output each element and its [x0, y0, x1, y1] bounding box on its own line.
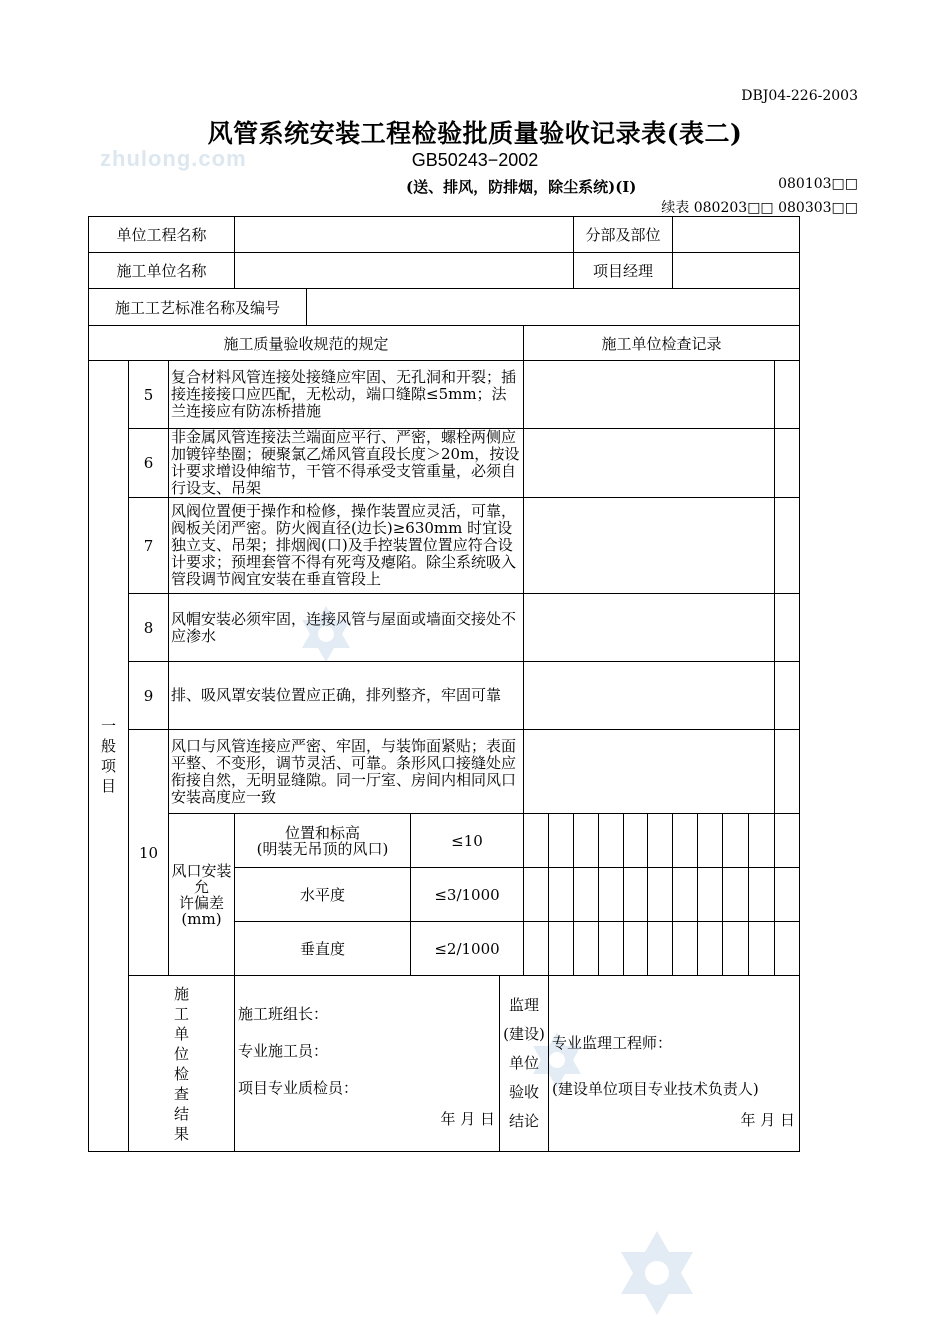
record-cell[interactable]	[524, 662, 775, 730]
worker-label: 专业施工员：	[238, 1042, 329, 1060]
record-cell[interactable]	[775, 730, 800, 814]
item-requirement: 风阀位置便于操作和检修，操作装置应灵活，可靠，阀板关闭严密。防火阀直径(边长)≥630mm 时宜设独立支、吊架；排烟阀(口)及手控装置位置应符合设计要求；预埋套管不得有死弯及瘪陷。除尘系统吸入管段调节阀宜安装在垂直管段上	[169, 498, 524, 594]
watermark: zhulong.com	[100, 146, 247, 171]
contractor-signature-block[interactable]	[235, 976, 500, 1152]
measure-cell[interactable]	[749, 922, 775, 976]
record-cell[interactable]	[524, 730, 775, 814]
unit-project-field[interactable]	[235, 217, 574, 253]
supervisor-date: 年 月 日	[740, 1111, 795, 1129]
form-code-1: 080103□□	[778, 176, 858, 192]
item-requirement: 排、吸风罩安装位置应正确，排列整齐，牢固可靠	[169, 662, 524, 730]
general-items-label: 一 般 项 目	[89, 361, 129, 1152]
supervisor-signature-block[interactable]	[549, 976, 800, 1152]
item-requirement: 风帽安装必须牢固，连接风管与屋面或墙面交接处不应渗水	[169, 594, 524, 662]
form-code-2: 续表 080203□□ 080303□□	[661, 200, 858, 216]
measure-cell[interactable]	[698, 814, 723, 868]
measure-cell[interactable]	[775, 922, 800, 976]
item-number: 7	[129, 498, 169, 594]
measure-cell[interactable]	[574, 868, 599, 922]
spec-column-header: 施工质量验收规范的规定	[89, 326, 524, 361]
measure-cell[interactable]	[723, 814, 749, 868]
table-row	[89, 498, 800, 594]
contractor-label: 施工单位名称	[89, 253, 235, 289]
item-requirement: 复合材料风管连接处接缝应牢固、无孔洞和开裂；插接连接接口应匹配，无松动，端口缝隙≤5mm；法兰连接应有防冻桥措施	[169, 361, 524, 429]
contractor-field[interactable]	[235, 253, 574, 289]
standard-code: GB50243−2002	[411, 150, 539, 170]
process-standard-field[interactable]	[307, 289, 800, 326]
team-leader-label: 施工班组长：	[238, 1005, 329, 1023]
signature-row	[89, 976, 800, 1152]
measure-cell[interactable]	[673, 868, 698, 922]
deviation-name: 垂直度	[235, 922, 411, 976]
measure-cell[interactable]	[624, 814, 648, 868]
manager-label: 项目经理	[574, 253, 673, 289]
record-cell[interactable]	[775, 498, 800, 594]
contractor-result-label: 施 工 单 位 检 查 结 果	[129, 976, 235, 1152]
item-number: 9	[129, 662, 169, 730]
measure-cell[interactable]	[775, 868, 800, 922]
inspection-table	[88, 216, 800, 1152]
measure-cell[interactable]	[549, 922, 574, 976]
table-row	[89, 730, 800, 814]
table-row	[89, 662, 800, 730]
inspector-label: 项目专业质检员：	[238, 1079, 359, 1097]
measure-cell[interactable]	[524, 868, 549, 922]
measure-cell[interactable]	[599, 922, 624, 976]
table-row	[89, 429, 800, 498]
measure-cell[interactable]	[698, 868, 723, 922]
page-title: 风管系统安装工程检验批质量验收记录表(表二)	[207, 119, 743, 148]
division-label: 分部及部位	[574, 217, 673, 253]
deviation-name: 位置和标高 (明装无吊顶的风口)	[235, 814, 411, 868]
record-column-header: 施工单位检查记录	[524, 326, 800, 361]
measure-cell[interactable]	[775, 814, 800, 868]
record-cell[interactable]	[775, 594, 800, 662]
measure-cell[interactable]	[624, 922, 648, 976]
item-number: 5	[129, 361, 169, 429]
record-cell[interactable]	[524, 429, 775, 498]
measure-cell[interactable]	[549, 814, 574, 868]
deviation-value: ≤3/1000	[411, 868, 524, 922]
contractor-date: 年 月 日	[440, 1110, 495, 1128]
item-requirement: 非金属风管连接法兰端面应平行、严密，螺栓两侧应加镀锌垫圈；硬聚氯乙烯风管直段长度＞20m，按设计要求增设伸缩节，干管不得承受支管重量，必须自行设支、吊架	[169, 429, 524, 498]
process-standard-label: 施工工艺标准名称及编号	[89, 289, 307, 326]
subtitle: (送、排风，防排烟，除尘系统)(Ⅰ)	[406, 178, 637, 196]
record-cell[interactable]	[524, 361, 775, 429]
measure-cell[interactable]	[524, 922, 549, 976]
record-cell[interactable]	[775, 662, 800, 730]
unit-project-label: 单位工程名称	[89, 217, 235, 253]
item-requirement: 风口与风管连接应严密、牢固，与装饰面紧贴；表面平整、不变形，调节灵活、可靠。条形风口接缝处应衔接自然，无明显缝隙。同一厅室、房间内相同风口安装高度应一致	[169, 730, 524, 814]
item-number: 6	[129, 429, 169, 498]
measure-cell[interactable]	[648, 868, 673, 922]
measure-cell[interactable]	[574, 814, 599, 868]
manager-field[interactable]	[673, 253, 800, 289]
measure-cell[interactable]	[599, 868, 624, 922]
measure-cell[interactable]	[624, 868, 648, 922]
measure-cell[interactable]	[673, 922, 698, 976]
document-code: DBJ04-226-2003	[741, 88, 858, 104]
deviation-name: 水平度	[235, 868, 411, 922]
table-row	[89, 361, 800, 429]
deviation-value: ≤10	[411, 814, 524, 868]
measure-cell[interactable]	[524, 814, 549, 868]
record-cell[interactable]	[524, 594, 775, 662]
measure-cell[interactable]	[574, 922, 599, 976]
measure-cell[interactable]	[698, 922, 723, 976]
item-number: 8	[129, 594, 169, 662]
measure-cell[interactable]	[648, 922, 673, 976]
measure-cell[interactable]	[723, 868, 749, 922]
record-cell[interactable]	[524, 498, 775, 594]
measure-cell[interactable]	[749, 868, 775, 922]
measure-cell[interactable]	[723, 922, 749, 976]
supervisor-result-label: 监理 (建设) 单位 验收 结论	[500, 976, 549, 1152]
record-cell[interactable]	[775, 429, 800, 498]
deviation-row	[89, 814, 800, 868]
record-cell[interactable]	[775, 361, 800, 429]
supervisor-engineer-label: 专业监理工程师：	[552, 1034, 673, 1052]
measure-cell[interactable]	[599, 814, 624, 868]
watermark-flower-icon	[612, 1228, 702, 1318]
deviation-value: ≤2/1000	[411, 922, 524, 976]
owner-tech-label: (建设单位项目专业技术负责人)	[552, 1080, 759, 1098]
measure-cell[interactable]	[749, 814, 775, 868]
measure-cell[interactable]	[673, 814, 698, 868]
item-number: 10	[129, 730, 169, 976]
deviation-label: 风口安装 允 许偏差 (mm)	[169, 814, 235, 976]
division-field[interactable]	[673, 217, 800, 253]
measure-cell[interactable]	[549, 868, 574, 922]
table-row	[89, 594, 800, 662]
measure-cell[interactable]	[648, 814, 673, 868]
